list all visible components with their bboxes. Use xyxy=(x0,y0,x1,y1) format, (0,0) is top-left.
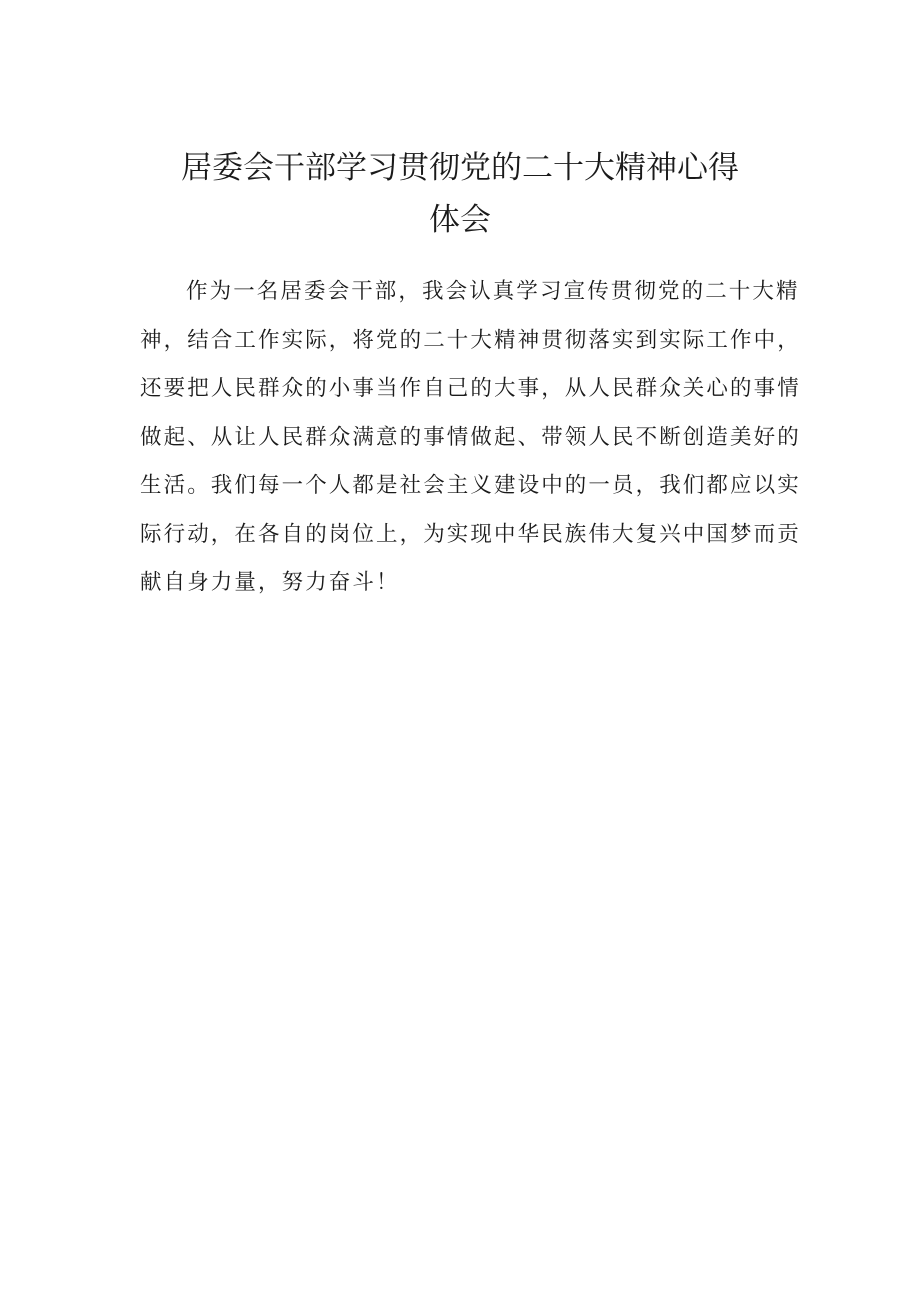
body-line-7: 献自身力量，努力奋斗！ xyxy=(140,570,400,595)
body-line-6: 际行动，在各自的岗位上，为实现中华民族伟大复兴中国梦而贡 xyxy=(140,521,801,547)
body-line-2: 神，结合工作实际，将党的二十大精神贯彻落实到实际工作中， xyxy=(140,327,801,353)
body-line-3: 还要把人民群众的小事当作自己的大事，从人民群众关心的事情 xyxy=(140,376,801,401)
title-line-2: 体会 xyxy=(429,202,491,238)
document-title xyxy=(0,142,920,246)
body-paragraph xyxy=(140,268,801,608)
body-line-1: 作为一名居委会干部，我会认真学习宣传贯彻党的二十大精 xyxy=(186,279,800,304)
title-line-1: 居委会干部学习贯彻党的二十大精神心得 xyxy=(181,150,739,186)
body-line-5: 生活。我们每一个人都是社会主义建设中的一员，我们都应以实 xyxy=(140,473,801,498)
body-line-4: 做起、从让人民群众满意的事情做起、带领人民不断创造美好的 xyxy=(140,424,801,450)
